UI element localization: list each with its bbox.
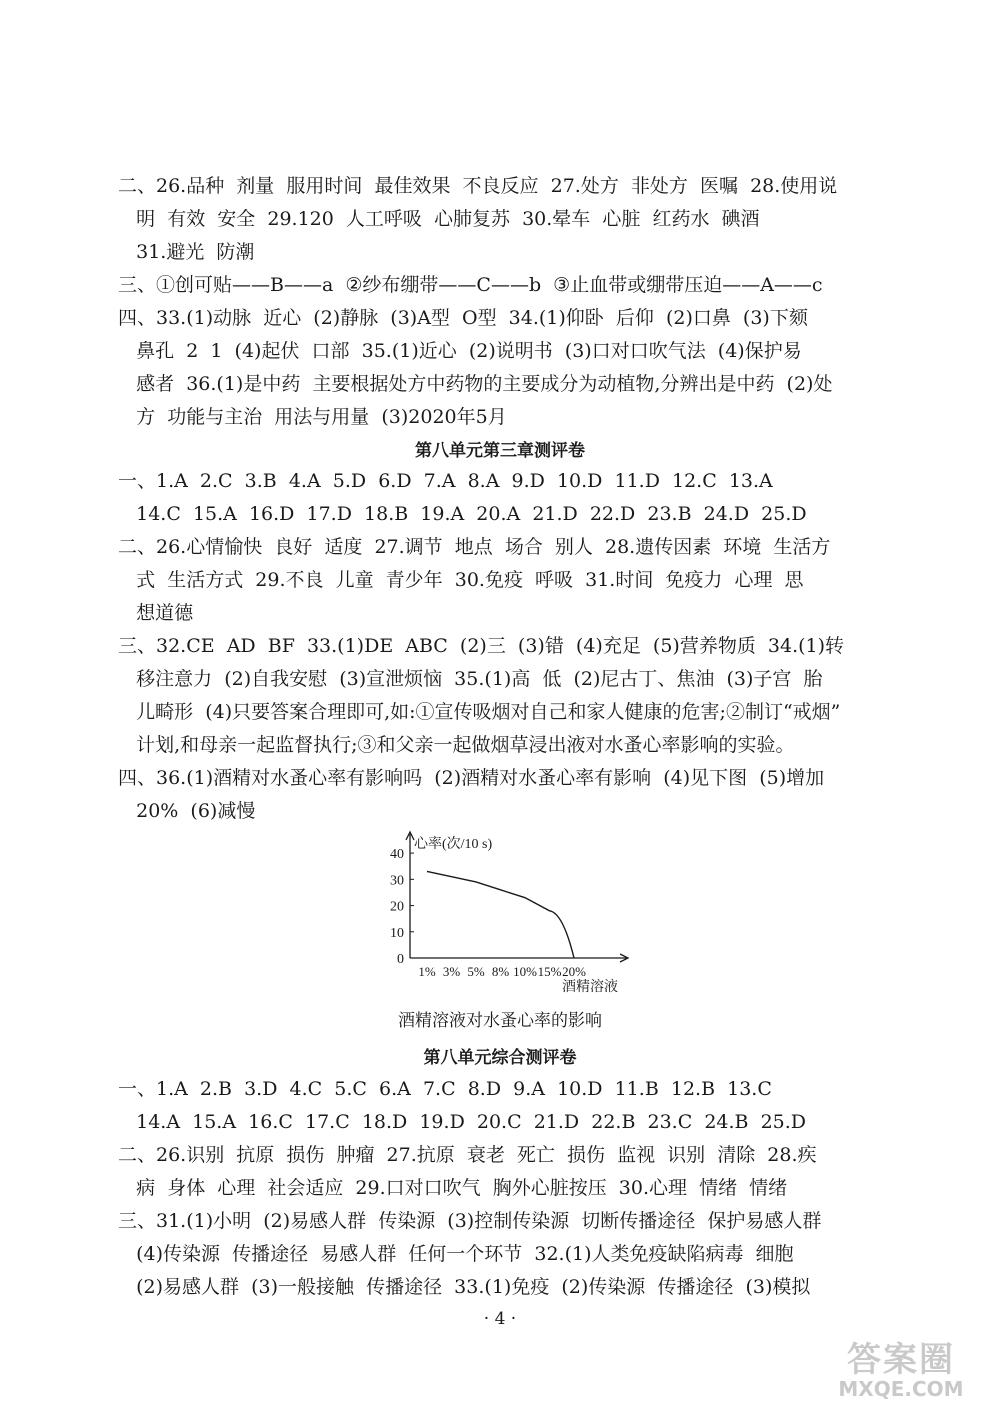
answer-line: (4)传染源 传播途径 易感人群 任何一个环节 32.(1)人类免疫缺陷病毒 细胞 xyxy=(118,1243,794,1265)
x-tick-label: 8% xyxy=(491,964,510,979)
answer-line: 三、①创可贴——B——a ②纱布绷带——C——b ③止血带或绷带压迫——A——c xyxy=(118,274,823,296)
x-tick-label: 1% xyxy=(418,964,436,979)
answer-line: 二、26.品种 剂量 服用时间 最佳效果 不良反应 27.处方 非处方 医嘱 28.使用说 xyxy=(118,175,838,197)
answer-line: 移注意力 (2)自我安慰 (3)宣泄烦恼 35.(1)高 低 (2)尼古丁、焦油 (3)子宫 胎 xyxy=(118,668,823,690)
answer-line: 二、26.识别 抗原 损伤 肿瘤 27.抗原 衰老 死亡 损伤 监视 识别 清除 28.疾 xyxy=(118,1144,817,1166)
answer-line: 明 有效 安全 29.120 人工呼吸 心肺复苏 30.晕车 心脏 红药水 碘酒 xyxy=(118,208,760,230)
x-tick-label: 15% xyxy=(537,964,562,979)
section-heading: 第八单元综合测评卷 xyxy=(423,1048,577,1068)
answer-line: 鼻孔 2 1 (4)起伏 口部 35.(1)近心 (2)说明书 (3)口对口吹气法 (4)保护易 xyxy=(118,340,802,362)
y-tick-label: 0 xyxy=(397,952,404,967)
x-tick-label: 20% xyxy=(562,964,586,979)
y-tick-label: 20 xyxy=(390,899,404,915)
answer-line: 感者 36.(1)是中药 主要根据处方中药物的主要成分为动植物,分辨出是中药 (2)处 xyxy=(118,373,833,395)
answer-line: 三、31.(1)小明 (2)易感人群 传染源 (3)控制传染源 切断传播途径 保护易感人群 xyxy=(118,1210,822,1232)
answer-line: 三、32.CE AD BF 33.(1)DE ABC (2)三 (3)错 (4)充足 (5)营养物质 34.(1)转 xyxy=(118,635,845,657)
answer-line: 14.C 15.A 16.D 17.D 18.B 19.A 20.A 21.D 22.D 23.B 24.D 25.D xyxy=(118,503,807,525)
answer-line: 四、36.(1)酒精对水蚤心率有影响吗 (2)酒精对水蚤心率有影响 (4)见下图 (5)增加 xyxy=(118,767,825,789)
x-axis-label: 酒精溶液 xyxy=(562,980,618,995)
answer-line: 想道德 xyxy=(118,602,194,624)
watermark-logo xyxy=(816,1342,986,1404)
chart-ticks xyxy=(390,847,586,979)
y-tick-label: 10 xyxy=(390,925,404,941)
heart-rate-chart xyxy=(360,828,660,998)
answer-line: (2)易感人群 (3)一般接触 传播途径 33.(1)免疫 (2)传染源 传播途径 (3)模拟 xyxy=(118,1276,811,1298)
x-tick-label: 10% xyxy=(513,964,537,979)
x-tick-label: 5% xyxy=(467,964,485,979)
answer-line: 一、1.A 2.B 3.D 4.C 5.C 6.A 7.C 8.D 9.A 10.D 11.B 12.B 13.C xyxy=(118,1078,772,1100)
answer-line: 式 生活方式 29.不良 儿童 青少年 30.免疫 呼吸 31.时间 免疫力 心理 思 xyxy=(118,569,804,591)
answer-line: 20% (6)减慢 xyxy=(118,800,256,822)
answer-line: 计划,和母亲一起监督执行;③和父亲一起做烟草浸出液对水蚤心率影响的实验。 xyxy=(118,734,795,756)
watermark-bottom: MXQE.COM xyxy=(838,1377,964,1401)
y-tick-label: 30 xyxy=(390,873,404,889)
answer-line: 14.A 15.A 16.C 17.C 18.D 19.D 20.C 21.D 22.B 23.C 24.B 25.D xyxy=(118,1111,807,1133)
y-tick-label: 40 xyxy=(390,847,404,863)
series-line xyxy=(427,871,574,958)
section-heading: 第八单元第三章测评卷 xyxy=(415,441,585,461)
chart-caption: 酒精溶液对水蚤心率的影响 xyxy=(398,1011,602,1031)
y-axis-label: 心率(次/10 s) xyxy=(414,837,493,852)
answer-line: 四、33.(1)动脉 近心 (2)静脉 (3)A型 O型 34.(1)仰卧 后仰 (2)口鼻 (3)下颏 xyxy=(118,307,808,329)
answer-line: 一、1.A 2.C 3.B 4.A 5.D 6.D 7.A 8.A 9.D 10.D 11.D 12.C 13.A xyxy=(118,470,773,492)
x-tick-label: 3% xyxy=(442,964,461,979)
answer-line: 病 身体 心理 社会适应 29.口对口吹气 胸外心脏按压 30.心理 情绪 情绪 xyxy=(118,1177,788,1199)
page-number: · 4 · xyxy=(483,1309,517,1329)
answer-line: 方 功能与主治 用法与用量 (3)2020年5月 xyxy=(118,406,507,428)
answer-line: 二、26.心情愉快 良好 适度 27.调节 地点 场合 别人 28.遗传因素 环境 生活方 xyxy=(118,536,831,558)
watermark-top: 答案圈 xyxy=(847,1340,955,1380)
answer-line: 31.避光 防潮 xyxy=(118,241,255,263)
answer-line: 儿畸形 (4)只要答案合理即可,如:①宣传吸烟对自己和家人健康的危害;②制订“戒烟” xyxy=(118,701,841,723)
chart-series xyxy=(427,871,574,958)
